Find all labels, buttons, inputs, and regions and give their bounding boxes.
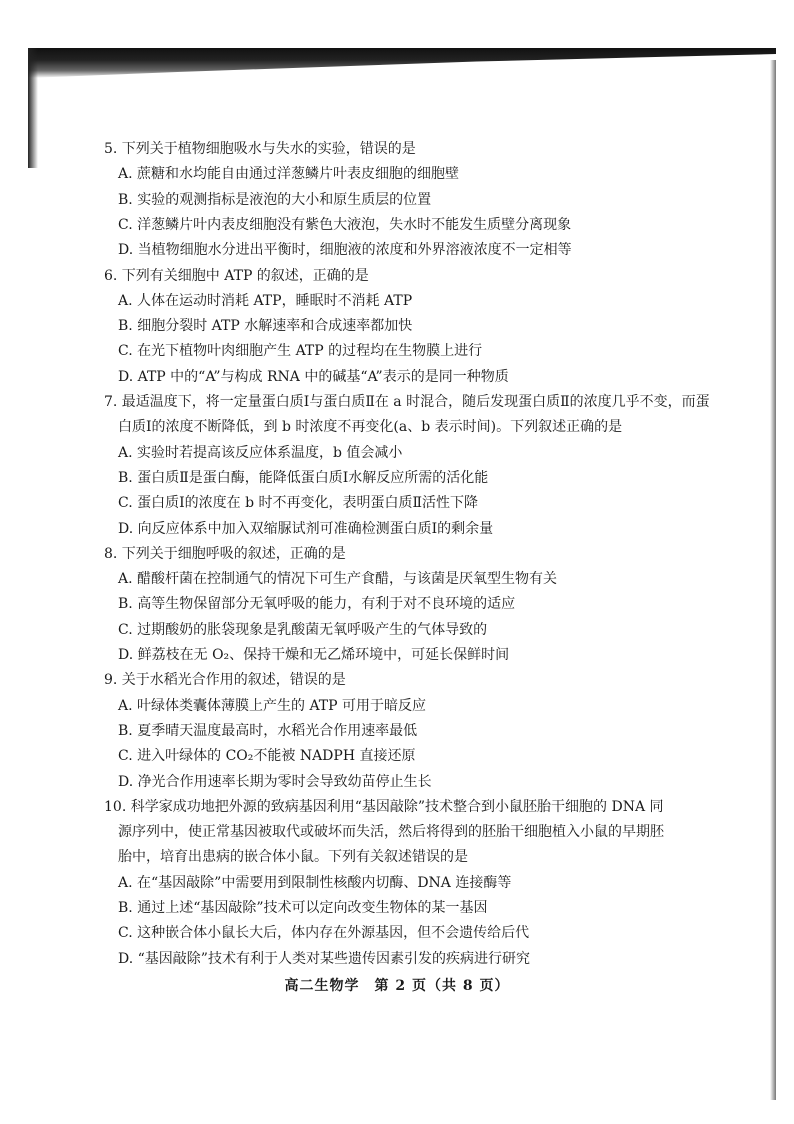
answer-option: C. 进入叶绿体的 CO₂不能被 NADPH 直接还原 <box>118 748 416 765</box>
answer-option: C. 这种嵌合体小鼠长大后，体内存在外源基因，但不会遗传给后代 <box>118 925 530 942</box>
question-stem: 7. 最适温度下，将一定量蛋白质Ⅰ与蛋白质Ⅱ在 a 时混合，随后发现蛋白质Ⅱ的浓度几乎不变，而蛋 <box>104 394 710 410</box>
answer-option: B. 高等生物保留部分无氧呼吸的能力，有利于对不良环境的适应 <box>118 596 516 613</box>
scan-shadow-left <box>28 48 38 168</box>
answer-option: D. “基因敲除”技术有利于人类对某些遗传因素引发的疾病进行研究 <box>118 950 530 967</box>
answer-option: C. 在光下植物叶肉细胞产生 ATP 的过程均在生物膜上进行 <box>118 343 483 360</box>
question-stem-continued: 胎中，培育出患病的嵌合体小鼠。下列有关叙述错误的是 <box>118 849 468 866</box>
answer-option: D. 鲜荔枝在无 O₂、保持干燥和无乙烯环境中，可延长保鲜时间 <box>118 647 510 663</box>
question-stem: 10. 科学家成功地把外源的致病基因利用“基因敲除”技术整合到小鼠胚胎干细胞的 DNA 同 <box>104 798 664 815</box>
answer-option: D. ATP 中的“A”与构成 RNA 中的碱基“A”表示的是同一种物质 <box>118 368 509 385</box>
answer-option: A. 醋酸杆菌在控制通气的情况下可生产食醋，与该菌是厌氧型生物有关 <box>118 571 558 588</box>
answer-option: D. 向反应体系中加入双缩脲试剂可准确检测蛋白质Ⅰ的剩余量 <box>118 520 494 537</box>
answer-option: A. 实验时若提高该反应体系温度，b 值会减小 <box>118 444 403 461</box>
answer-option: B. 细胞分裂时 ATP 水解速率和合成速率都加快 <box>118 318 413 335</box>
answer-option: B. 夏季晴天温度最高时，水稻光合作用速率最低 <box>118 722 418 739</box>
question-stem: 9. 关于水稻光合作用的叙述，错误的是 <box>104 672 346 689</box>
question-stem: 8. 下列关于细胞呼吸的叙述，正确的是 <box>104 545 346 562</box>
scan-shadow-top <box>28 48 776 78</box>
answer-option: D. 净光合作用速率长期为零时会导致幼苗停止生长 <box>118 773 432 790</box>
question-stem-continued: 源序列中，使正常基因被取代或破坏而失活，然后将得到的胚胎干细胞植入小鼠的早期胚 <box>118 824 664 841</box>
answer-option: C. 洋葱鳞片叶内表皮细胞没有紫色大液泡，失水时不能发生质壁分离现象 <box>118 216 572 233</box>
answer-option: C. 蛋白质Ⅰ的浓度在 b 时不再变化，表明蛋白质Ⅱ活性下降 <box>118 495 479 512</box>
scan-shadow-right <box>770 60 776 1100</box>
answer-option: A. 叶绿体类囊体薄膜上产生的 ATP 可用于暗反应 <box>118 697 427 714</box>
answer-option: B. 实验的观测指标是液泡的大小和原生质层的位置 <box>118 191 432 208</box>
answer-option: B. 蛋白质Ⅱ是蛋白酶，能降低蛋白质Ⅰ水解反应所需的活化能 <box>118 469 489 486</box>
answer-option: C. 过期酸奶的胀袋现象是乳酸菌无氧呼吸产生的气体导致的 <box>118 621 488 638</box>
page-footer: 高二生物学 第 2 页（共 8 页） <box>284 978 510 994</box>
answer-option: D. 当植物细胞水分进出平衡时，细胞液的浓度和外界溶液浓度不一定相等 <box>118 242 572 259</box>
answer-option: B. 通过上述“基因敲除”技术可以定向改变生物体的某一基因 <box>118 900 488 916</box>
question-stem-continued: 白质Ⅰ的浓度不断降低，到 b 时浓度不再变化(a、b 表示时间)。下列叙述正确的是 <box>118 419 623 436</box>
answer-option: A. 人体在运动时消耗 ATP，睡眠时不消耗 ATP <box>118 292 413 309</box>
answer-option: A. 蔗糖和水均能自由通过洋葱鳞片叶表皮细胞的细胞壁 <box>118 166 460 183</box>
question-stem: 5. 下列关于植物细胞吸水与失水的实验，错误的是 <box>104 141 416 157</box>
answer-option: A. 在“基因敲除”中需要用到限制性核酸内切酶、DNA 连接酶等 <box>118 874 512 891</box>
question-stem: 6. 下列有关细胞中 ATP 的叙述，正确的是 <box>104 267 369 284</box>
